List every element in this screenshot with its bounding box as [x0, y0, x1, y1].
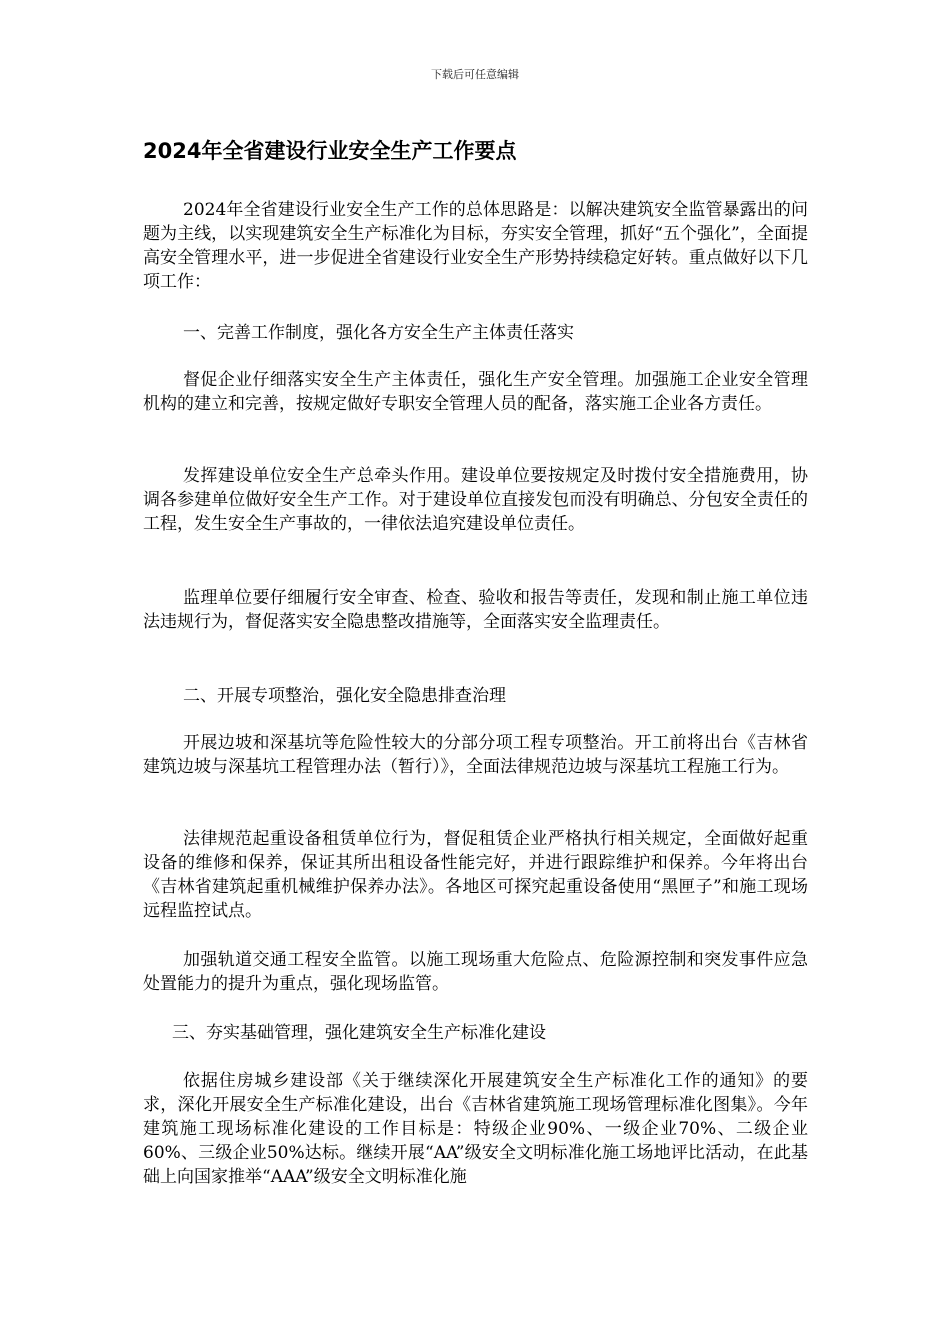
intro-paragraph: 2024年全省建设行业安全生产工作的总体思路是：以解决建筑安全监管暴露出的问题为主线，以实现建筑安全生产标准化为目标，夯实安全管理，抓好“五个强化”，全面提高安全管理水平，进一步促进全省建设行业安全生产形势持续稳定好转。重点做好以下几项工作： [143, 200, 808, 292]
section-2-paragraph-2: 法律规范起重设备租赁单位行为，督促租赁企业严格执行相关规定，全面做好起重设备的维修和保养，保证其所出租设备性能完好，并进行跟踪维护和保养。今年将出台《吉林省建筑起重机械维护保养办法》。各地区可探究起重设备使用“黑匣子”和施工现场远程监控试点。 [143, 829, 808, 921]
section-1-paragraph-3: 监理单位要仔细履行安全审查、检查、验收和报告等责任，发现和制止施工单位违法违规行为，督促落实安全隐患整改措施等，全面落实安全监理责任。 [143, 588, 808, 632]
section-2-heading: 二、开展专项整治，强化安全隐患排查治理 [183, 686, 506, 706]
section-3-heading: 三、夯实基础管理，强化建筑安全生产标准化建设 [172, 1023, 546, 1043]
header-note: 下载后可任意编辑 [431, 68, 519, 81]
section-3-paragraph-1: 依据住房城乡建设部《关于继续深化开展建筑安全生产标准化工作的通知》的要求，深化开展安全生产标准化建设，出台《吉林省建筑施工现场管理标准化图集》。今年建筑施工现场标准化建设的工作目标是：特级企业90%、一级企业70%、二级企业60%、三级企业50%达标。继续开展“AA”级安全文明标准化施工场地评比活动，在此基础上向国家推举“AAA”级安全文明标准化施 [143, 1071, 808, 1187]
section-1-paragraph-2: 发挥建设单位安全生产总牵头作用。建设单位要按规定及时拨付安全措施费用，协调各参建单位做好安全生产工作。对于建设单位直接发包而没有明确总、分包安全责任的工程，发生安全生产事故的，一律依法追究建设单位责任。 [143, 466, 808, 534]
section-2-paragraph-3: 加强轨道交通工程安全监管。以施工现场重大危险点、危险源控制和突发事件应急处置能力的提升为重点，强化现场监管。 [143, 950, 808, 994]
section-1-paragraph-1: 督促企业仔细落实安全生产主体责任，强化生产安全管理。加强施工企业安全管理机构的建立和完善，按规定做好专职安全管理人员的配备，落实施工企业各方责任。 [143, 370, 808, 414]
section-1-heading: 一、完善工作制度，强化各方安全生产主体责任落实 [183, 323, 574, 343]
document-title: 2024年全省建设行业安全生产工作要点 [143, 139, 517, 163]
section-2-paragraph-1: 开展边坡和深基坑等危险性较大的分部分项工程专项整治。开工前将出台《吉林省建筑边坡与深基坑工程管理办法（暂行）》，全面法律规范边坡与深基坑工程施工行为。 [143, 733, 808, 777]
